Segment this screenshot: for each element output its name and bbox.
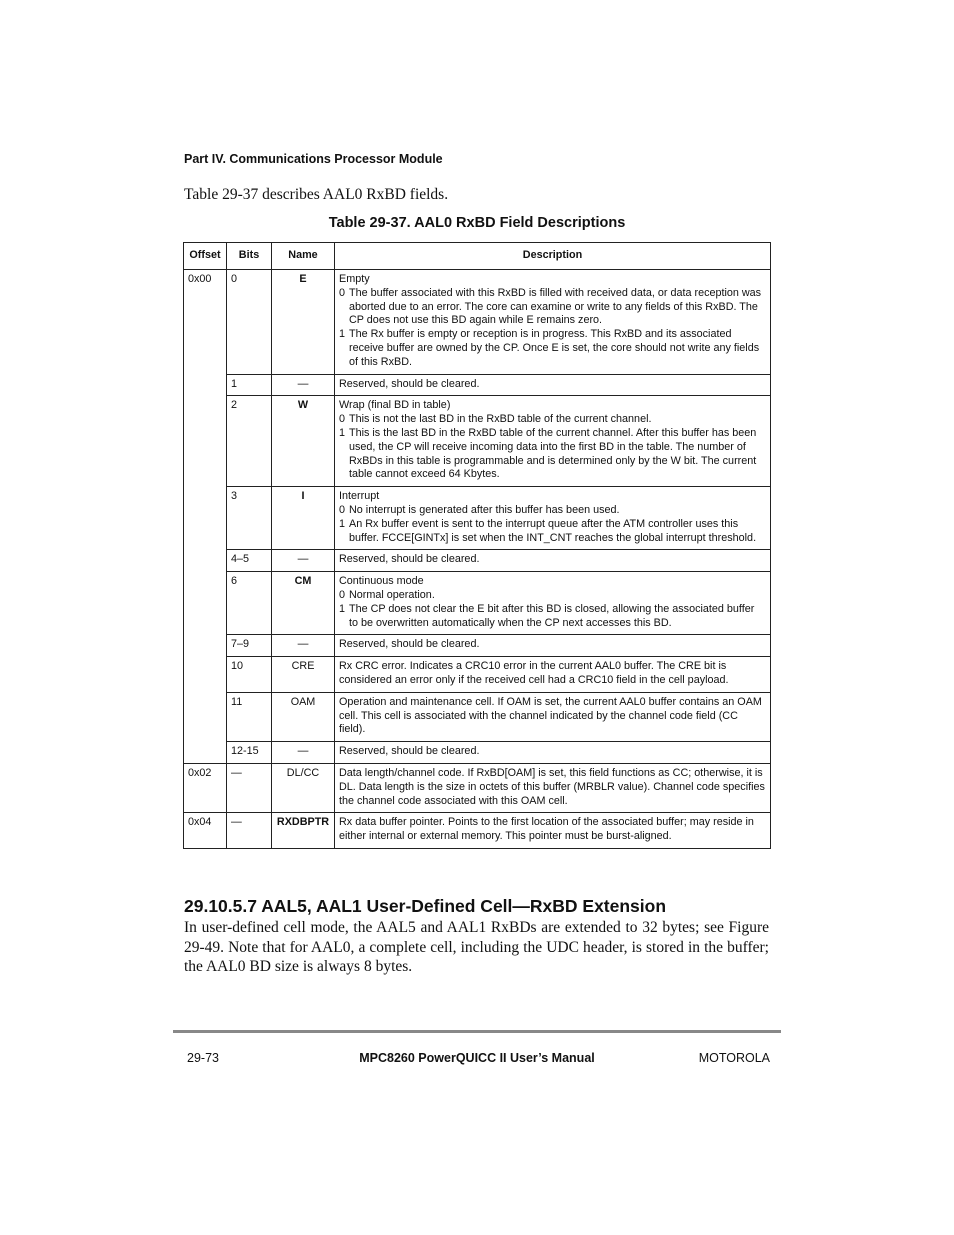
description-item: 0 This is not the last BD in the RxBD table of the current channel. bbox=[339, 413, 652, 426]
description-head: Reserved, should be cleared. bbox=[339, 638, 480, 651]
description-cell bbox=[335, 374, 771, 396]
offset-cell bbox=[184, 692, 227, 741]
footer-page-number: 29-73 bbox=[187, 1051, 219, 1065]
field-name-cell: — bbox=[272, 742, 335, 764]
field-name-cell: RXDBPTR bbox=[272, 813, 335, 849]
description-cell bbox=[335, 270, 771, 375]
description-head: Data length/channel code. If RxBD[OAM] is set, this field functions as CC; otherwise, it is DL. Data length is the size in octets of this buffer (MRBLR value). Channel code specifies the channel code associated with this OAM cell. bbox=[339, 766, 765, 807]
table-row bbox=[184, 763, 771, 812]
field-name-cell: CM bbox=[272, 572, 335, 635]
description-head: Empty bbox=[339, 273, 370, 285]
bits-cell: 6 bbox=[227, 572, 272, 635]
bits-cell: 0 bbox=[227, 270, 272, 375]
description-head: Reserved, should be cleared. bbox=[339, 377, 480, 390]
description-cell bbox=[335, 572, 771, 635]
field-name-cell: — bbox=[272, 374, 335, 396]
description-head: Reserved, should be cleared. bbox=[339, 745, 480, 758]
bits-cell: — bbox=[227, 813, 272, 849]
field-name-cell: CRE bbox=[272, 657, 335, 693]
offset-cell bbox=[184, 487, 227, 550]
footer-rule bbox=[173, 1030, 781, 1033]
bits-cell: 7–9 bbox=[227, 635, 272, 657]
offset-cell bbox=[184, 635, 227, 657]
table-row bbox=[184, 635, 771, 657]
table-row bbox=[184, 813, 771, 849]
intro-paragraph: Table 29-37 describes AAL0 RxBD fields. bbox=[184, 186, 449, 203]
field-description-table bbox=[183, 242, 771, 849]
table-caption: Table 29-37. AAL0 RxBD Field Descriptions bbox=[328, 215, 626, 231]
table-row bbox=[184, 692, 771, 741]
table-row bbox=[184, 742, 771, 764]
description-cell bbox=[335, 487, 771, 550]
description-head: Operation and maintenance cell. If OAM is set, the current AAL0 buffer contains an OAM cell. This cell is associated with the channel indicated by the channel code field (CC field). bbox=[339, 695, 762, 736]
section-body: In user-defined cell mode, the AAL5 and AAL1 RxBDs are extended to 32 bytes; see Figure 29-49. Note that for AAL0, a complete cell, including the UDC header, is stored in the buffer; the AAL0 BD size is always 8 bytes. bbox=[184, 919, 769, 975]
description-cell bbox=[335, 692, 771, 741]
description-cell bbox=[335, 742, 771, 764]
header-name: Name bbox=[272, 243, 335, 270]
table-header-row bbox=[184, 243, 771, 270]
header-bits: Bits bbox=[227, 243, 272, 270]
bits-cell: 1 bbox=[227, 374, 272, 396]
description-head: Rx data buffer pointer. Points to the first location of the associated buffer; may reside in either internal or external memory. This pointer must be burst-aligned. bbox=[339, 816, 754, 843]
field-name-cell: DL/CC bbox=[272, 763, 335, 812]
description-item: 1 An Rx buffer event is sent to the interrupt queue after the ATM controller uses this buffer. FCCE[GINTx] is set when the INT_CNT reaches the global interrupt threshold. bbox=[339, 517, 757, 544]
description-head: Continuous mode bbox=[339, 575, 424, 588]
bits-cell: 4–5 bbox=[227, 550, 272, 572]
footer-manual-title: MPC8260 PowerQUICC II User’s Manual bbox=[359, 1051, 595, 1065]
description-item: 1 This is the last BD in the RxBD table of the current channel. After this buffer has been used, the CP will receive incoming data into the first BD in the table. The number of RxBDs in this table is programmable and is determined only by the W bit. The current table cannot exceed 64 Kbytes. bbox=[339, 426, 757, 481]
field-name-cell: — bbox=[272, 550, 335, 572]
field-name-cell: E bbox=[272, 270, 335, 375]
offset-cell bbox=[184, 396, 227, 487]
description-head: Wrap (final BD in table) bbox=[339, 399, 451, 412]
field-name-cell: OAM bbox=[272, 692, 335, 741]
description-item: 0 The buffer associated with this RxBD is filled with received data, or data reception was aborted due to an error. The core can examine or write to any fields of this RxBD. The CP does not use this BD again while E remains zero. bbox=[339, 286, 762, 327]
header-offset: Offset bbox=[184, 243, 227, 270]
description-head: Reserved, should be cleared. bbox=[339, 553, 480, 566]
description-cell bbox=[335, 550, 771, 572]
offset-cell bbox=[184, 550, 227, 572]
offset-cell: 0x04 bbox=[184, 813, 227, 849]
table-row bbox=[184, 270, 771, 375]
table-row bbox=[184, 374, 771, 396]
offset-cell bbox=[184, 657, 227, 693]
description-cell bbox=[335, 813, 771, 849]
bits-cell: 10 bbox=[227, 657, 272, 693]
description-item: 0 No interrupt is generated after this buffer has been used. bbox=[339, 503, 620, 516]
offset-cell: 0x02 bbox=[184, 763, 227, 812]
header-description: Description bbox=[335, 243, 771, 270]
description-head: Interrupt bbox=[339, 490, 380, 503]
bits-cell: 3 bbox=[227, 487, 272, 550]
description-cell bbox=[335, 657, 771, 693]
table-row bbox=[184, 487, 771, 550]
running-head: Part IV. Communications Processor Module bbox=[184, 152, 443, 166]
section-heading: 29.10.5.7 AAL5, AAL1 User-Defined Cell—RxBD Extension bbox=[184, 896, 667, 916]
description-item: 0 Normal operation. bbox=[339, 588, 435, 601]
description-cell bbox=[335, 635, 771, 657]
offset-cell bbox=[184, 374, 227, 396]
table-row bbox=[184, 572, 771, 635]
bits-cell: 2 bbox=[227, 396, 272, 487]
bits-cell: 12-15 bbox=[227, 742, 272, 764]
table-row bbox=[184, 396, 771, 487]
table-row bbox=[184, 657, 771, 693]
field-name-cell: — bbox=[272, 635, 335, 657]
bits-cell: — bbox=[227, 763, 272, 812]
field-name-cell: I bbox=[272, 487, 335, 550]
footer-brand: MOTOROLA bbox=[698, 1051, 770, 1065]
description-head: Rx CRC error. Indicates a CRC10 error in the current AAL0 buffer. The CRE bit is considered an error only if the received cell had a CRC10 field in the cell payload. bbox=[339, 660, 729, 686]
table-row bbox=[184, 550, 771, 572]
description-item: 1 The CP does not clear the E bit after this BD is closed, allowing the associated buffer to be overwritten automatically when the CP next accesses this BD. bbox=[339, 602, 755, 629]
offset-cell bbox=[184, 572, 227, 635]
field-name-cell: W bbox=[272, 396, 335, 487]
description-cell bbox=[335, 396, 771, 487]
bits-cell: 11 bbox=[227, 692, 272, 741]
description-cell bbox=[335, 763, 771, 812]
offset-cell bbox=[184, 742, 227, 764]
description-item: 1 The Rx buffer is empty or reception is in progress. This RxBD and its associated receive buffer are owned by the CP. Once E is set, the core should not write any fields of this RxBD. bbox=[339, 328, 760, 368]
offset-cell: 0x00 bbox=[184, 270, 227, 375]
